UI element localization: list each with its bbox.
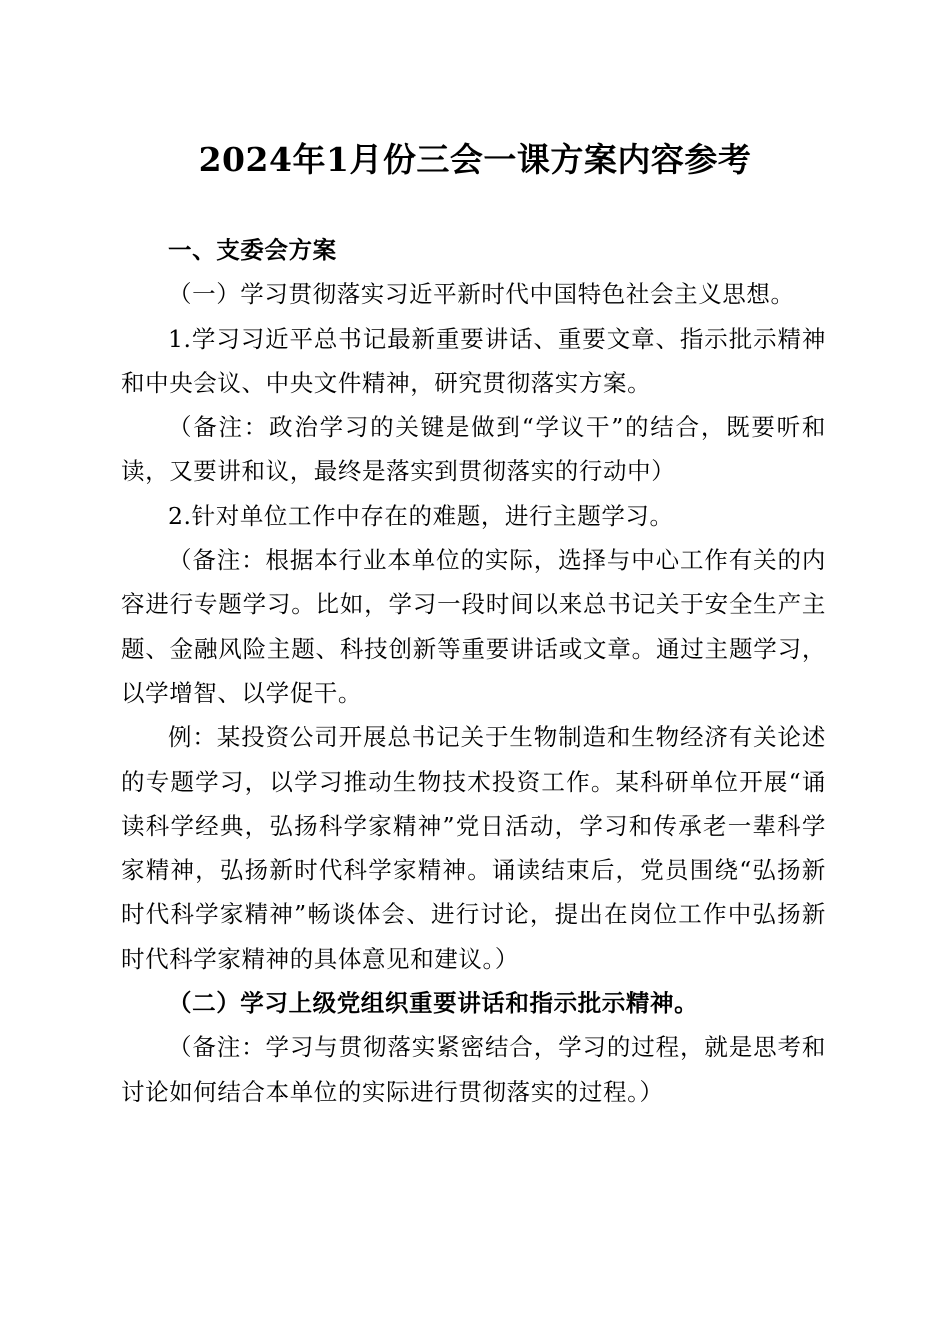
document-title: 2024年1月份三会一课方案内容参考 (198, 140, 752, 179)
subsection-heading-1: （一）学习贯彻落实习近平新时代中国特色社会主义思想。 (168, 280, 795, 309)
note-paragraph-2: （备注：根据本行业本单位的实际，选择与中心工作有关的内容进行专题学习。比如，学习一段时间以来总书记关于安全生产主题、金融风险主题、科技创新等重要讲话或文章。通过主题学习，以学增智、以学促干。 (121, 546, 826, 707)
subsection-heading-2: （二）学习上级党组织重要讲话和指示批示精神。 (168, 989, 699, 1018)
document-body (121, 228, 826, 1114)
section-heading-branch-committee: 一、支委会方案 (168, 236, 337, 264)
note-paragraph-3: （备注：学习与贯彻落实紧密结合，学习的过程，就是思考和讨论如何结合本单位的实际进行贯彻落实的过程。） (121, 1033, 826, 1106)
note-paragraph-1: （备注：政治学习的关键是做到“学议干”的结合，既要听和读，又要讲和议，最终是落实到贯彻落实的行动中） (121, 413, 826, 486)
list-item-1: 1.学习习近平总书记最新重要讲话、重要文章、指示批示精神和中央会议、中央文件精神，研究贯彻落实方案。 (121, 324, 826, 397)
list-item-2: 2.针对单位工作中存在的难题，进行主题学习。 (168, 501, 674, 530)
example-paragraph: 例：某投资公司开展总书记关于生物制造和生物经济有关论述的专题学习，以学习推动生物技术投资工作。某科研单位开展“诵读科学经典，弘扬科学家精神”党日活动，学习和传承老一辈科学家精神，弘扬新时代科学家精神。诵读结束后，党员围绕“弘扬新时代科学家精神”畅谈体会、进行讨论，提出在岗位工作中弘扬新时代科学家精神的具体意见和建议。） (121, 723, 826, 973)
